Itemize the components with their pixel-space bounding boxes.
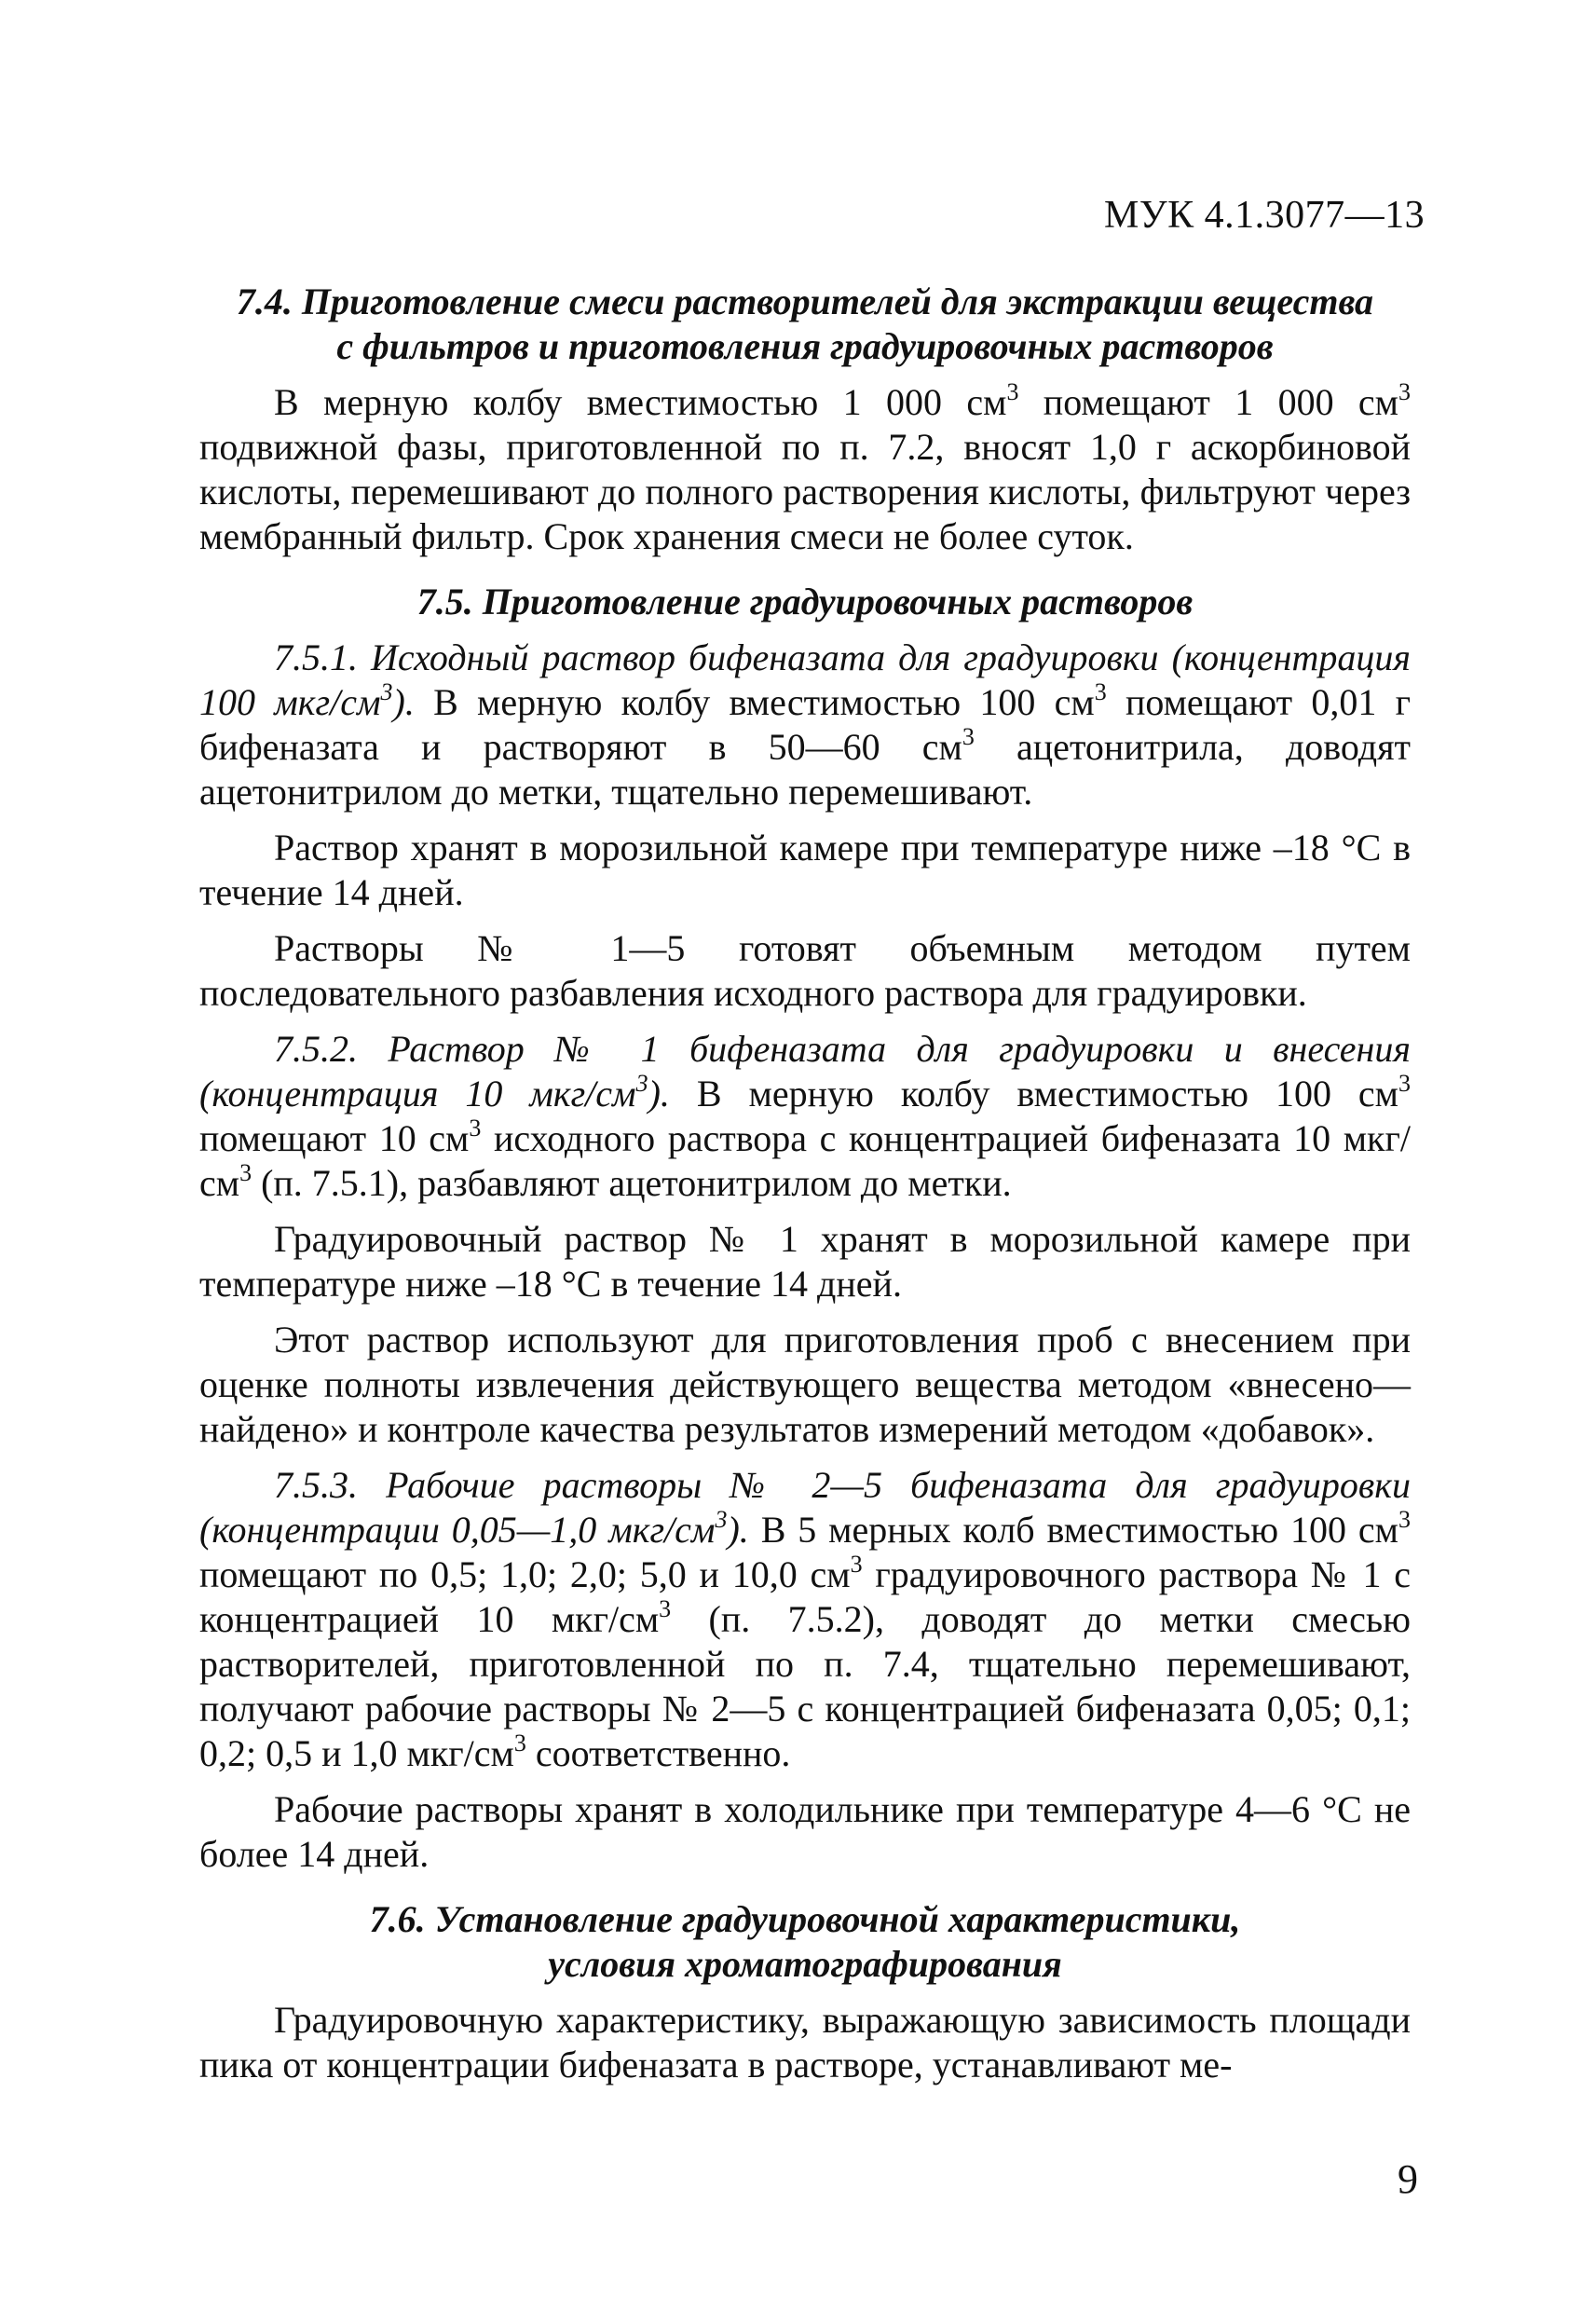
storage-paragraph-2: Градуировочный раствор № 1 хранят в морозильной камере при температуре ниже –18 °С в течение 14 дней. [199, 1218, 1411, 1305]
subsection-title: 7.5.2. Раствор № 1 бифеназата для градуировки и внесения (концентрация 10 мкг/см [199, 1028, 1411, 1114]
section-7-6-heading-line1: 7.6. Установление градуировочной характеристики, [369, 1898, 1241, 1940]
superscript: 3 [1094, 678, 1107, 705]
document-code-header: МУК 4.1.3077—13 [1104, 194, 1425, 237]
superscript: 3 [635, 1070, 648, 1097]
section-7-4-paragraph [199, 380, 1411, 559]
superscript: 3 [1398, 1506, 1411, 1533]
text-run: градуировочного раствора № 1 с концентрацией 10 мкг/см [199, 1553, 1411, 1640]
storage-paragraph-1: Раствор хранят в морозильной камере при температуре ниже –18 °С в течение 14 дней. [199, 827, 1411, 913]
superscript: 3 [850, 1551, 863, 1578]
page-content [199, 280, 1411, 2087]
section-7-4-heading [199, 280, 1411, 369]
text-run: помещают 10 см [199, 1117, 470, 1159]
superscript: 3 [1398, 1070, 1411, 1097]
text-run: (п. 7.5.2), доводят до метки смесью растворителей, приготовленной по п. 7.4, тщательно перемешивают, получают рабочие растворы № 2—5 с концентрацией бифеназата 0,05; 0,1; 0,2; 0,5 и 1,0 мкг/см [199, 1598, 1411, 1774]
superscript: 3 [715, 1506, 728, 1533]
text-run: В мерную колбу вместимостью 1 000 см [274, 381, 1007, 423]
section-7-6-heading [199, 1897, 1411, 1987]
text-run: соответственно. [525, 1732, 791, 1774]
section-7-5-1-paragraph [199, 636, 1411, 814]
text-run: исходного раствора с концентрацией бифеназата 10 мкг/см [199, 1117, 1411, 1204]
superscript: 3 [469, 1114, 482, 1142]
superscript: 3 [513, 1730, 526, 1757]
text-run: В 5 мерных колб вместимостью 100 см [748, 1509, 1398, 1551]
section-7-6-paragraph: Градуировочную характеристику, выражающую зависимость площади пика от концентрации бифеназата в растворе, устанавливают ме- [199, 1999, 1411, 2085]
text-run: (п. 7.5.1), разбавляют ацетонитрилом до метки. [252, 1162, 1012, 1204]
section-7-5-heading: 7.5. Приготовление градуировочных растворов [416, 581, 1194, 622]
section-7-4-heading-line2: с фильтров и приготовления градуировочных растворов [336, 325, 1274, 367]
section-7-5-3-paragraph [199, 1463, 1411, 1776]
superscript: 3 [380, 678, 393, 705]
dilution-paragraph: Растворы № 1—5 готовят объемным методом путем последовательного разбавления исходного раствора для градуировки. [199, 927, 1411, 1014]
text-run: помещают 1 000 см [1018, 381, 1398, 423]
text-run: ). [727, 1509, 749, 1551]
superscript: 3 [239, 1159, 252, 1186]
usage-paragraph: Этот раствор используют для приготовления проб с внесением при оценке полноты извлечения действующего вещества методом «внесено—найдено» и контроле качества результатов измерений методом «добавок». [199, 1319, 1411, 1450]
superscript: 3 [1398, 378, 1411, 405]
superscript: 3 [1006, 378, 1019, 405]
subsection-title: 7.5.3. Рабочие растворы № 2—5 бифеназата для градуировки (концентрации 0,05—1,0 мкг/см [199, 1464, 1411, 1551]
text-run: помещают по 0,5; 1,0; 2,0; 5,0 и 10,0 см [199, 1553, 851, 1595]
subsection-title: 7.5.1. Исходный раствор бифеназата для градуировки (концентрация 100 мкг/см [199, 636, 1411, 723]
text-run: помещают 0,01 г бифеназата и растворяют в 50—60 см [199, 681, 1411, 768]
text-run: В мерную колбу вместимостью 100 см [414, 681, 1095, 723]
section-7-4-heading-line1: 7.4. Приготовление смеси растворителей для экстракции вещества [236, 280, 1374, 322]
text-run: подвижной фазы, приготовленной по п. 7.2, вносят 1,0 г аскорбиновой кислоты, перемешивают до полного растворения кислоты, фильтруют через мембранный фильтр. Срок хранения смеси не более суток. [199, 426, 1411, 557]
page-number: 9 [1398, 2156, 1418, 2202]
superscript: 3 [962, 723, 975, 750]
text-run: ). [392, 681, 415, 723]
superscript: 3 [659, 1595, 672, 1622]
section-7-6-heading-line2: условия хроматографирования [548, 1943, 1062, 1985]
section-7-5-2-paragraph [199, 1027, 1411, 1206]
text-run: В мерную колбу вместимостью 100 см [669, 1073, 1398, 1114]
storage-paragraph-3: Рабочие растворы хранят в холодильнике при температуре 4—6 °С не более 14 дней. [199, 1788, 1411, 1875]
text-run: ). [648, 1073, 670, 1114]
text-run: ацетонитрила, доводят ацетонитрилом до метки, тщательно перемешивают. [199, 726, 1412, 813]
